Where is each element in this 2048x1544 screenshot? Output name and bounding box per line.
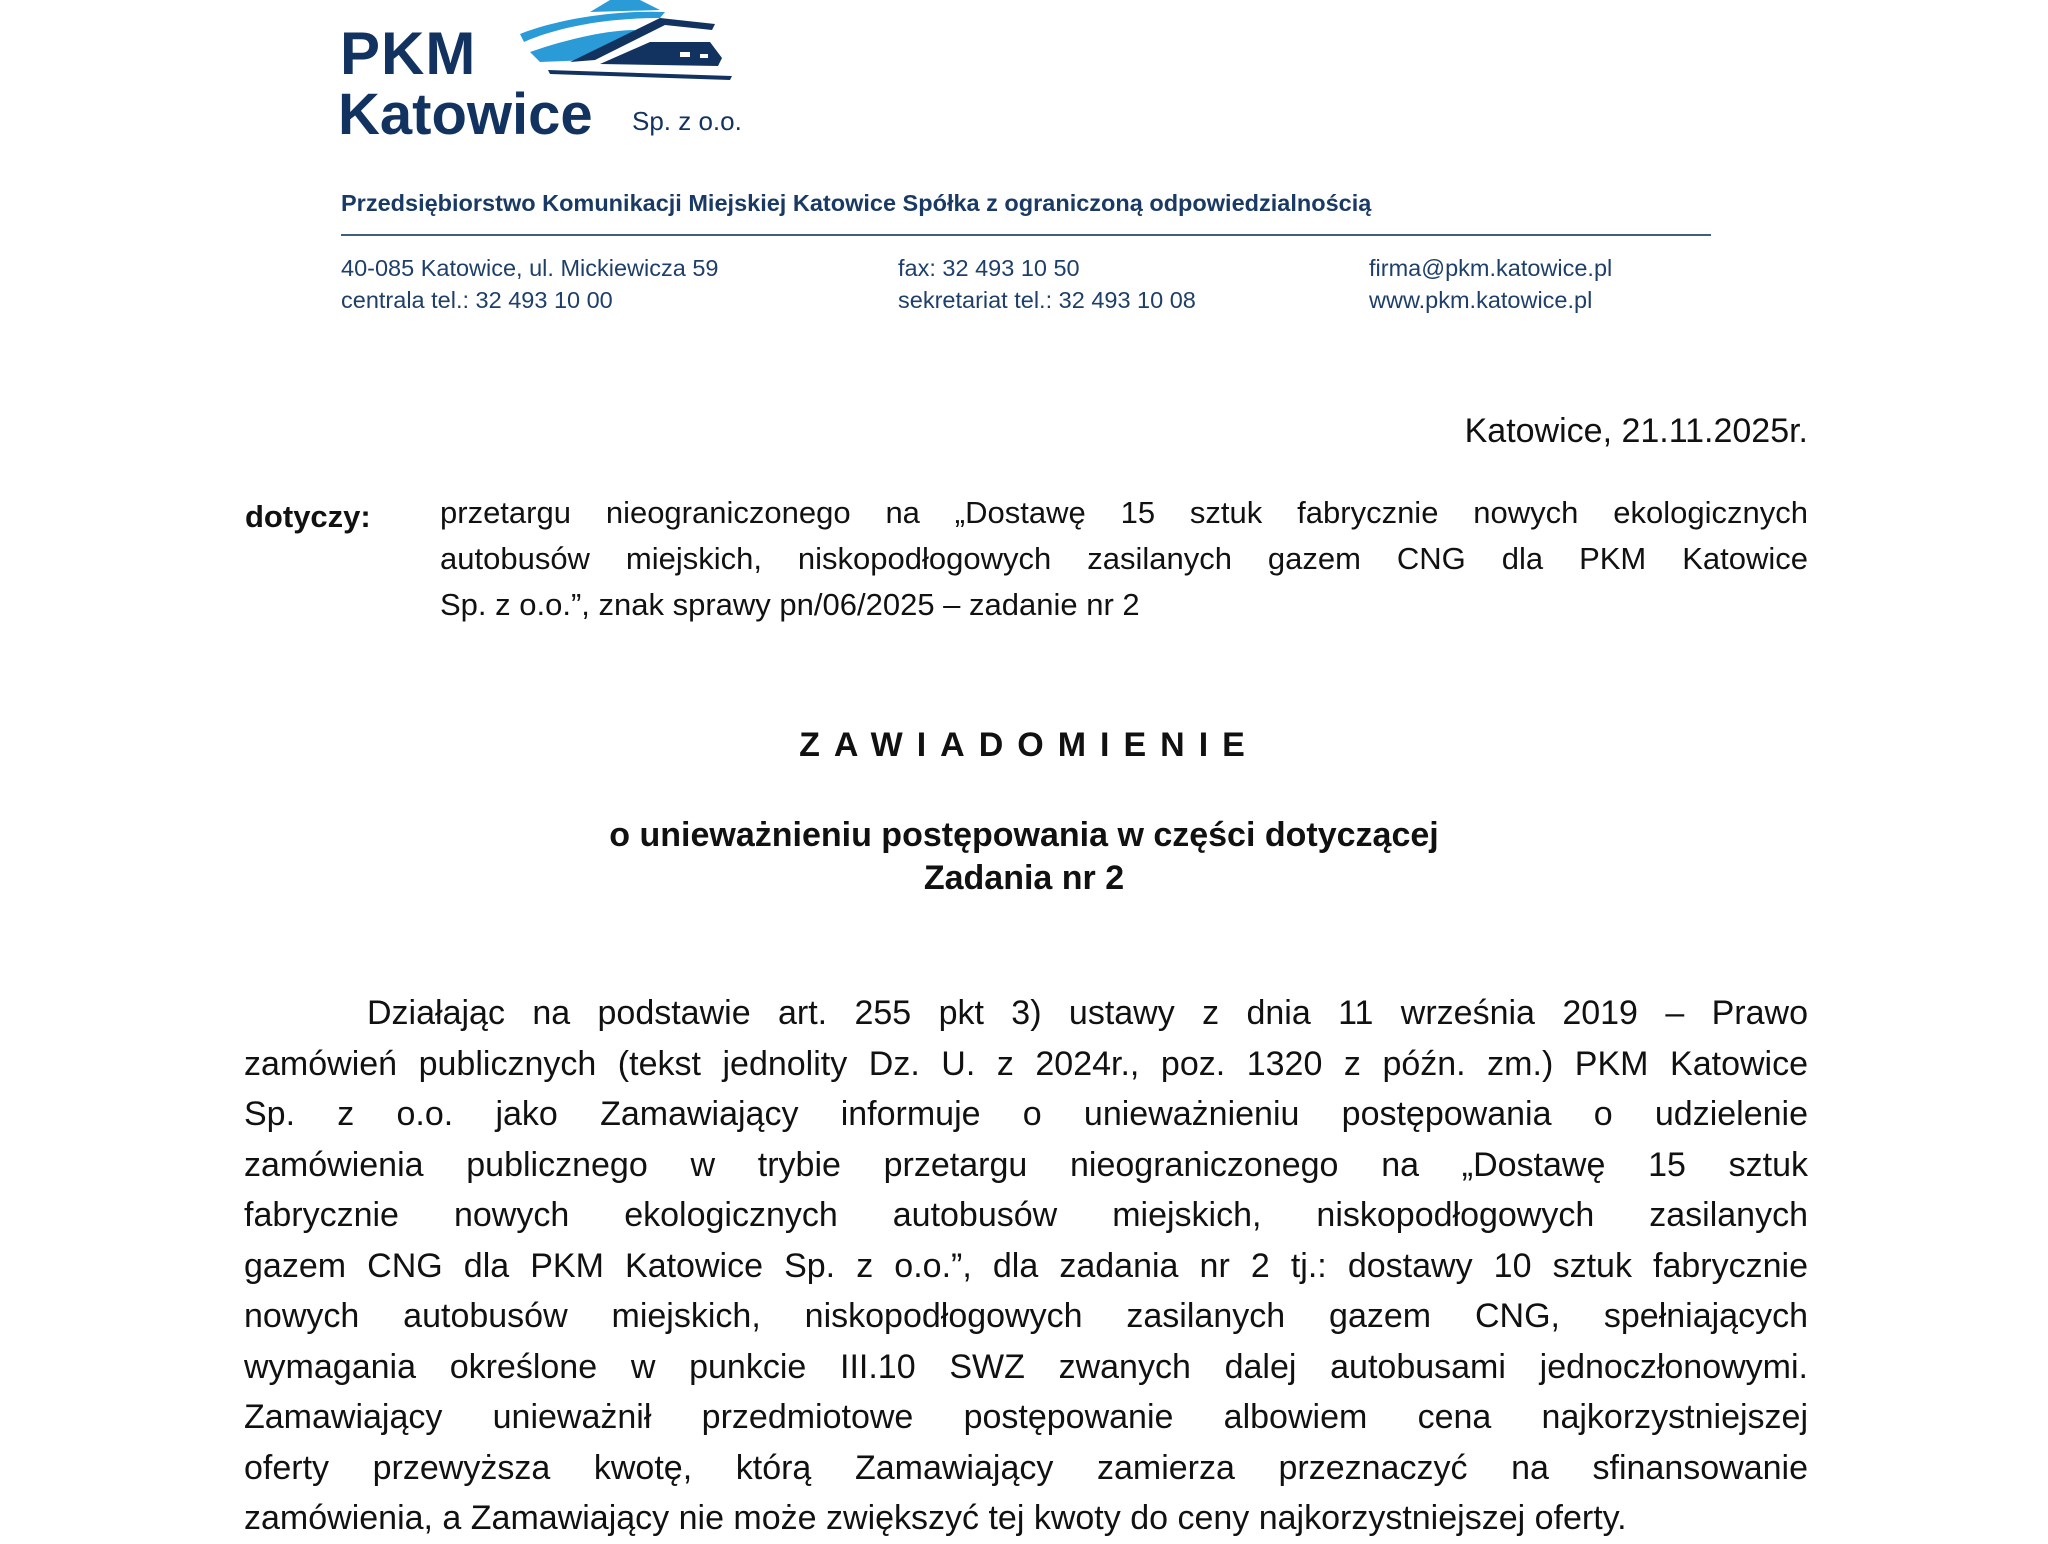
company-full-name: Przedsiębiorstwo Komunikacji Miejskiej Katowice Spółka z ograniczoną odpowiedzialnością [341,190,1372,216]
secretariat-phone-text: sekretariat tel.: 32 493 10 08 [898,287,1196,313]
subtitle-line: Zadania nr 2 [923,859,1125,897]
address-text: 40-085 Katowice, ul. Mickiewicza 59 [341,255,719,281]
regarding-line: Sp. z o.o.”, znak sprawy pn/06/2025 – zadanie nr 2 [440,587,1140,622]
regarding-label: dotyczy: [245,499,371,534]
fax-text: fax: 32 493 10 50 [898,255,1080,281]
body-line: nowych autobusów miejskich, niskopodłogowych zasilanych gazem CNG, spełniających [244,1297,1808,1335]
body-line: Sp. z o.o. jako Zamawiający informuje o unieważnieniu postępowania o udzielenie [244,1095,1808,1133]
regarding-text [440,490,1808,628]
body-line: Zamawiający unieważnił przedmiotowe postępowanie albowiem cena najkorzystniejszej [244,1398,1808,1436]
logo-text-legal-form: Sp. z o.o. [632,106,742,136]
document-title: ZAWIADOMIENIE [799,726,1259,764]
body-line: fabrycznie nowych ekologicznych autobusów miejskich, niskopodłogowych zasilanych [244,1196,1808,1234]
letterhead-divider [341,234,1711,236]
pkm-logo-icon [500,0,740,84]
document-subtitle [0,814,2048,900]
central-phone-text: centrala tel.: 32 493 10 00 [341,287,613,313]
place-date: Katowice, 21.11.2025r. [1464,412,1808,450]
body-line: zamówienia publicznego w trybie przetargu nieograniczonego na „Dostawę 15 sztuk [244,1145,1808,1184]
body-line: zamówienia, a Zamawiający nie może zwiększyć tej kwoty do ceny najkorzystniejszej oferty. [244,1499,1627,1537]
website-link[interactable]: www.pkm.katowice.pl [1369,287,1593,313]
contact-column-phones [898,252,1196,316]
body-line: gazem CNG dla PKM Katowice Sp. z o.o.”, dla zadania nr 2 tj.: dostawy 10 sztuk fabrycznie [244,1246,1808,1285]
body-line: wymagania określone w punkcie III.10 SWZ zwanych dalej autobusami jednoczłonowymi. [244,1347,1808,1386]
contact-column-online [1369,252,1612,316]
body-line: oferty przewyższa kwotę, którą Zamawiający zamierza przeznaczyć na sfinansowanie [244,1448,1808,1487]
subtitle-line: o unieważnieniu postępowania w części dotyczącej [609,816,1439,854]
logo-text-pkm: PKM [340,20,477,87]
regarding-line: przetargu nieograniczonego na „Dostawę 15 sztuk fabrycznie nowych ekologicznych [440,495,1808,530]
regarding-line: autobusów miejskich, niskopodłogowych zasilanych gazem CNG dla PKM Katowice [440,541,1808,576]
contact-column-address [341,252,718,316]
logo-text-katowice: Katowice [338,82,593,147]
body-paragraph [244,988,1808,1544]
body-line: Działając na podstawie art. 255 pkt 3) ustawy z dnia 11 września 2019 – Prawo [367,994,1808,1032]
email-link[interactable]: firma@pkm.katowice.pl [1369,255,1613,281]
body-line: zamówień publicznych (tekst jednolity Dz. U. z 2024r., poz. 1320 z późn. zm.) PKM Katowice [244,1044,1808,1083]
